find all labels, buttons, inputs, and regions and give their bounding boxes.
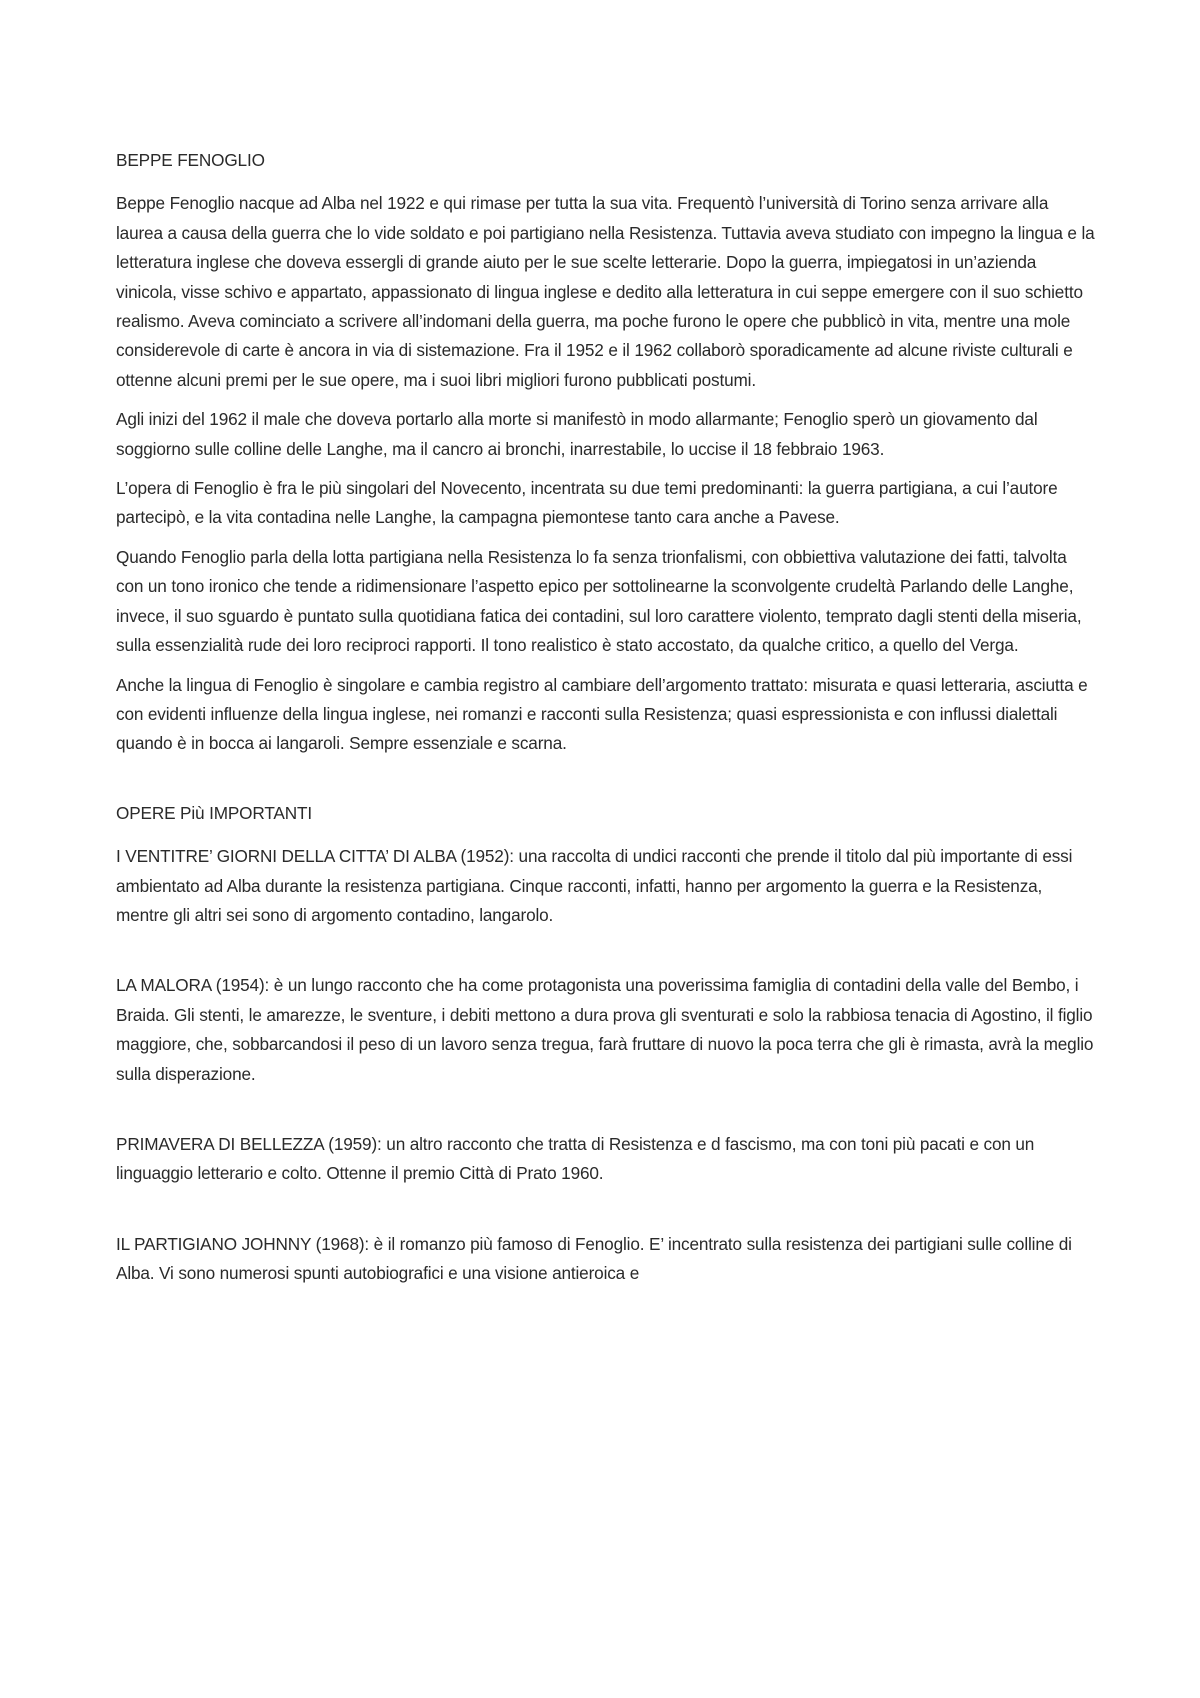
work-entry: LA MALORA (1954): è un lungo racconto che ha come protagonista una poverissima famiglia di contadini della valle del Bembo, i Braida. Gli stenti, le amarezze, le sventure, i debiti mettono a dura prova gli sventurati e solo la rabbiosa tenacia di Agostino, il figlio maggiore, che, sobbarcandosi il peso di un lavoro senza tregua, farà fruttare di nuovo la poca terra che gli è rimasta, avrà la meglio sulla disperazione. [116, 975, 1094, 1084]
document-body [116, 146, 1098, 1289]
works-heading: OPERE Più IMPORTANTI [116, 802, 312, 823]
paragraph: Beppe Fenoglio nacque ad Alba nel 1922 e qui rimase per tutta la sua vita. Frequentò l’università di Torino senza arrivare alla laurea a causa della guerra che lo vide soldato e poi partigiano nella Resistenza. Tuttavia aveva studiato con impegno la lingua e la letteratura inglese che doveva essergli di grande aiuto per le sue scelte letterarie. Dopo la guerra, impiegatosi in un’azienda vinicola, visse schivo e appartato, appassionato di lingua inglese e dedito alla letteratura in cui seppe emergere con il suo schietto realismo. Aveva cominciato a scrivere all’indomani della guerra, ma poche furono le opere che pubblicò in vita, mentre una mole considerevole di carte è ancora in via di sistemazione. Fra il 1952 e il 1962 collaborò sporadicamente ad alcune riviste culturali e ottenne alcuni premi per le sue opere, ma i suoi libri migliori furono pubblicati postumi. [116, 193, 1095, 390]
paragraph: Agli inizi del 1962 il male che doveva portarlo alla morte si manifestò in modo allarmante; Fenoglio sperò un giovamento dal soggiorno sulle colline delle Langhe, ma il cancro ai bronchi, inarrestabile, lo uccise il 18 febbraio 1963. [116, 409, 1038, 459]
work-entry: IL PARTIGIANO JOHNNY (1968): è il romanzo più famoso di Fenoglio. E’ incentrato sulla resistenza dei partigiani sulle colline di Alba. Vi sono numerosi spunti autobiografici e una visione antieroica e [116, 1233, 1072, 1284]
paragraph: Anche la lingua di Fenoglio è singolare e cambia registro al cambiare dell’argomento trattato: misurata e quasi letteraria, asciutta e con evidenti influenze della lingua inglese, nei romanzi e racconti sulla Resistenza; quasi espressionista e con influssi dialettali quando è in bocca ai langaroli. Sempre essenziale e scarna. [116, 674, 1088, 754]
paragraph: L’opera di Fenoglio è fra le più singolari del Novecento, incentrata su due temi predominanti: la guerra partigiana, a cui l’autore partecipò, e la vita contadina nelle Langhe, la campagna piemontese tanto cara anche a Pavese. [116, 478, 1058, 528]
paragraph: Quando Fenoglio parla della lotta partigiana nella Resistenza lo fa senza trionfalismi, con obbiettiva valutazione dei fatti, talvolta con un tono ironico che tende a ridimensionare l’aspetto epico per sottolinearne la sconvolgente crudeltà Parlando delle Langhe, invece, il suo sguardo è puntato sulla quotidiana fatica dei contadini, sul loro carattere violento, temprato dagli stenti della miseria, sulla essenzialità rude dei loro reciproci rapporti. Il tono realistico è stato accostato, da qualche critico, a quello del Verga. [116, 546, 1082, 656]
work-entry: PRIMAVERA DI BELLEZZA (1959): un altro racconto che tratta di Resistenza e d fascismo, ma con toni più pacati e con un linguaggio letterario e colto. Ottenne il premio Città di Prato 1960. [116, 1133, 1035, 1184]
document-title: BEPPE FENOGLIO [116, 150, 265, 170]
work-entry: I VENTITRE’ GIORNI DELLA CITTA’ DI ALBA (1952): una raccolta di undici racconti che prende il titolo dal più importante di essi ambientato ad Alba durante la resistenza partigiana. Cinque racconti, infatti, hanno per argomento la guerra e la Resistenza, mentre gli altri sei sono di argomento contadino, langarolo. [116, 846, 1073, 925]
